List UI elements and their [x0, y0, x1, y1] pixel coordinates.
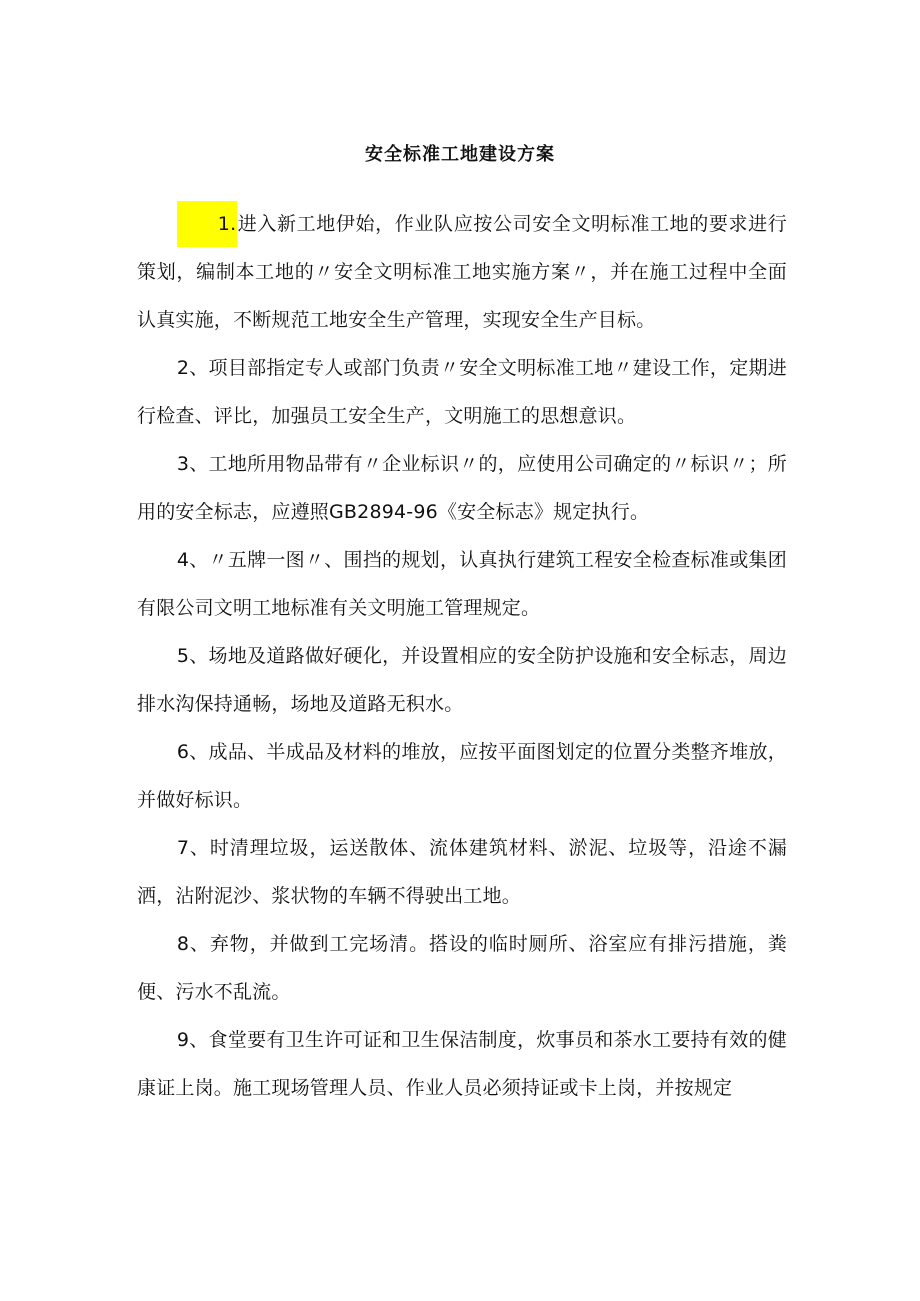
paragraph-5	[137, 632, 787, 728]
paragraph-text: 食堂要有卫生许可证和卫生保洁制度，炊事员和茶水工要持有效的健康证上岗。施工现场管理人员、作业人员必须持证或卡上岗，并按规定	[137, 1029, 787, 1099]
paragraph-text: 〃五牌一图〃、围挡的规划，认真执行建筑工程安全检查标准或集团有限公司文明工地标准有关文明施工管理规定。	[137, 549, 787, 619]
paragraph-number: 4、	[176, 549, 209, 571]
paragraph-2	[137, 344, 787, 440]
paragraph-number: 2、	[176, 357, 209, 379]
paragraph-6	[137, 728, 787, 824]
paragraph-7	[137, 824, 787, 920]
paragraph-text: 项目部指定专人或部门负责〃安全文明标准工地〃建设工作，定期进行检查、评比，加强员工安全生产，文明施工的思想意识。	[137, 357, 787, 427]
paragraph-text: 成品、半成品及材料的堆放，应按平面图划定的位置分类整齐堆放，并做好标识。	[137, 741, 787, 811]
paragraph-3	[137, 440, 787, 536]
paragraph-text: 工地所用物品带有〃企业标识〃的，应使用公司确定的〃标识〃；所用的安全标志，应遵照GB2894-96《安全标志》规定执行。	[137, 453, 787, 523]
paragraph-number: 9、	[176, 1029, 209, 1051]
page-title: 安全标准工地建设方案	[365, 144, 555, 165]
paragraph-text: 时清理垃圾，运送散体、流体建筑材料、淤泥、垃圾等，沿途不漏洒，沾附泥沙、浆状物的车辆不得驶出工地。	[137, 837, 787, 907]
paragraph-text: 进入新工地伊始，作业队应按公司安全文明标准工地的要求进行策划，编制本工地的〃安全文明标准工地实施方案〃，并在施工过程中全面认真实施，不断规范工地安全生产管理，实现安全生产目标。	[137, 213, 787, 331]
paragraph-9	[137, 1016, 787, 1112]
paragraph-number-highlighted: 1.	[177, 201, 237, 247]
paragraph-number: 8、	[176, 933, 210, 955]
document-body	[137, 200, 787, 1112]
paragraph-number: 6、	[176, 741, 209, 763]
paragraph-4	[137, 536, 787, 632]
paragraph-1	[137, 200, 787, 344]
paragraph-number: 3、	[176, 453, 209, 475]
paragraph-number: 7、	[176, 837, 210, 859]
paragraph-text: 场地及道路做好硬化，并设置相应的安全防护设施和安全标志，周边排水沟保持通畅，场地及道路无积水。	[137, 645, 787, 715]
paragraph-8	[137, 920, 787, 1016]
paragraph-number: 5、	[176, 645, 209, 667]
paragraph-text: 弃物，并做到工完场清。搭设的临时厕所、浴室应有排污措施，粪便、污水不乱流。	[137, 933, 787, 1003]
